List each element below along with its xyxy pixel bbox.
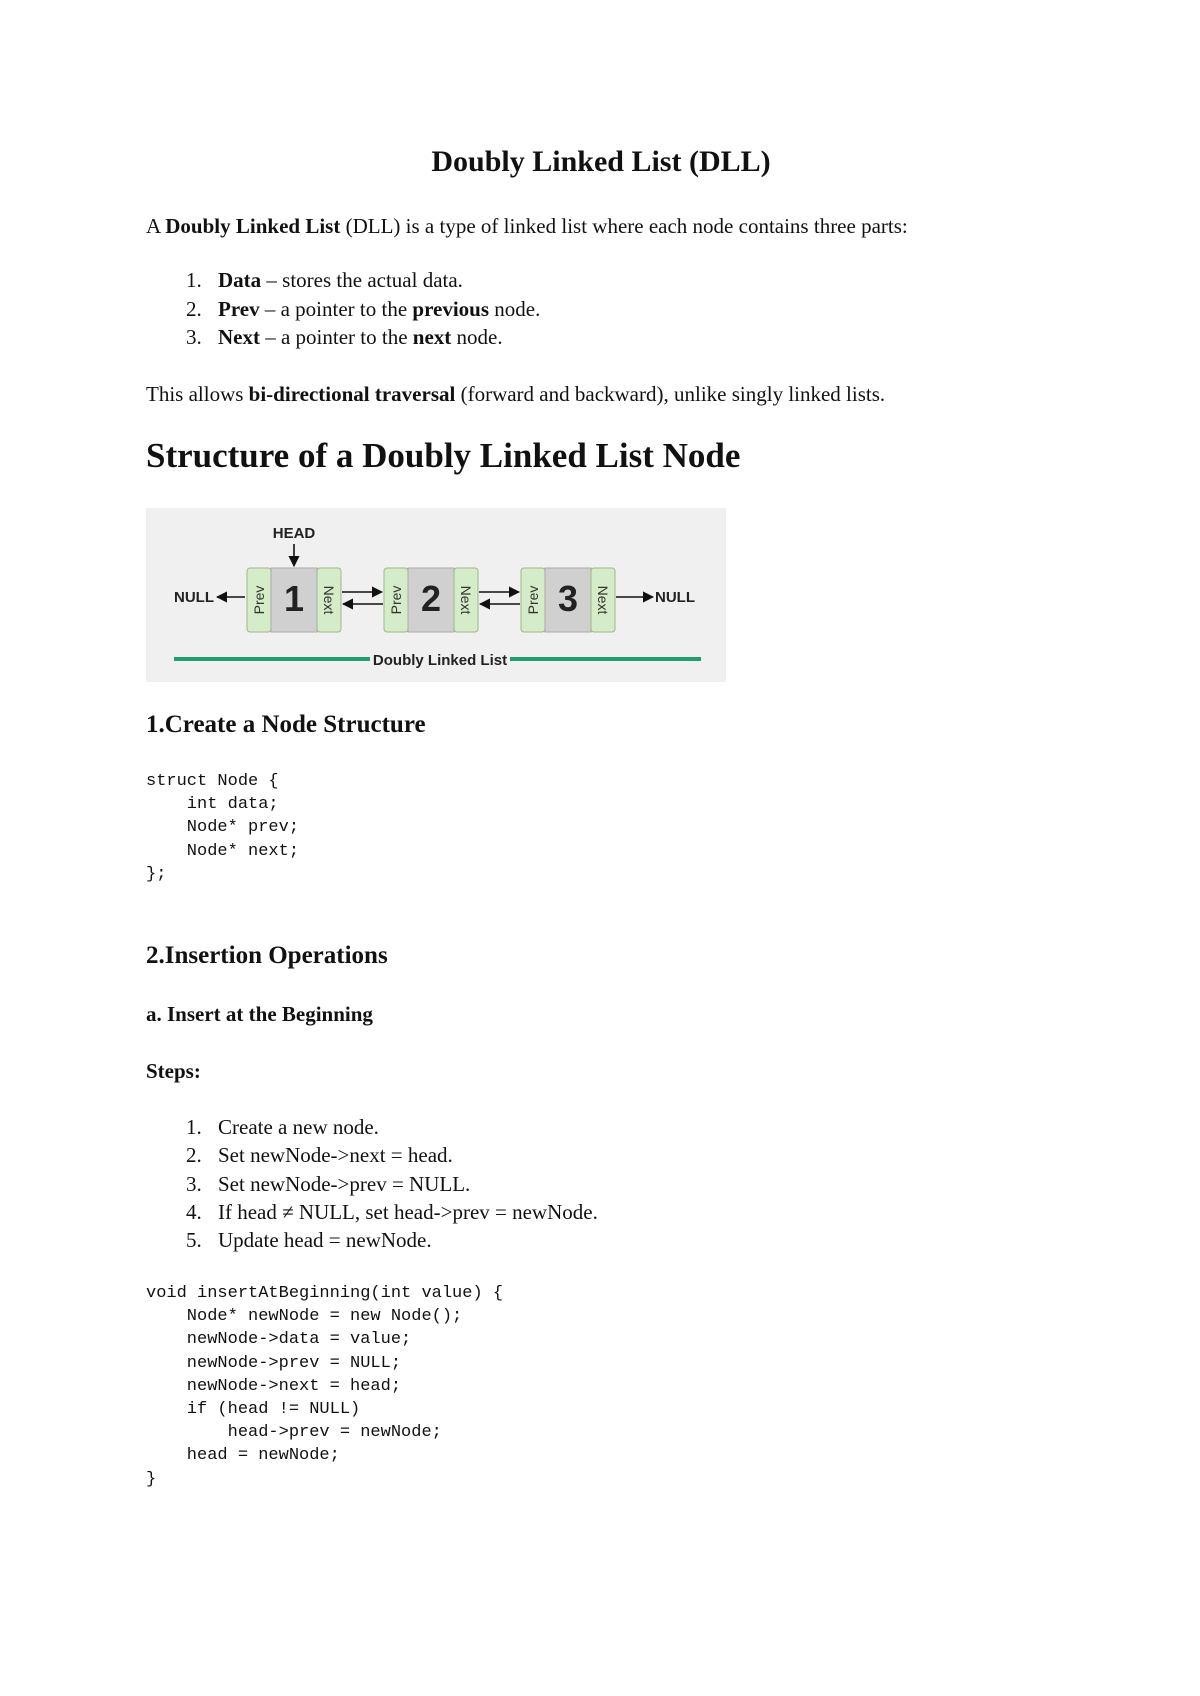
null-right-label: NULL	[655, 589, 695, 606]
step-text: Set newNode->prev = NULL.	[218, 1171, 471, 1196]
node-value: 2	[420, 578, 442, 619]
next-label: Next	[321, 585, 337, 615]
node-value: 3	[557, 578, 579, 619]
part-bold-word: next	[412, 325, 452, 349]
list-number: 4.	[186, 1199, 202, 1224]
list-number: 2.	[186, 1143, 202, 1168]
node-value: 1	[283, 578, 305, 619]
list-number: 2.	[186, 296, 202, 321]
traversal-text-1: This allows	[146, 382, 249, 406]
head-label: HEAD	[272, 525, 316, 542]
node-struct-code: struct Node { int data; Node* prev; Node* next; };	[146, 772, 300, 884]
steps-label: Steps:	[146, 1059, 201, 1083]
step-text: Create a new node.	[218, 1115, 379, 1139]
node-3	[521, 568, 615, 632]
part-description-end: node.	[489, 296, 541, 321]
list-number: 1.	[186, 1115, 202, 1139]
list-number: 1.	[186, 268, 202, 292]
insert-steps-list	[186, 1113, 598, 1254]
structure-heading: Structure of a Doubly Linked List Node	[146, 436, 741, 475]
dll-diagram-svg	[146, 508, 726, 682]
intro-text-1: A	[146, 214, 166, 238]
list-number: 3.	[186, 325, 202, 349]
null-left-label: NULL	[174, 589, 214, 606]
list-number: 5.	[186, 1228, 202, 1253]
list-item	[186, 1113, 598, 1141]
section1-heading: 1.Create a Node Structure	[146, 711, 426, 738]
intro-bold-term: Doubly Linked List	[165, 214, 341, 238]
list-item	[186, 266, 540, 295]
part-term: Prev	[218, 296, 260, 321]
insert-beginning-heading: a. Insert at the Beginning	[146, 1002, 373, 1026]
traversal-paragraph	[146, 382, 885, 407]
part-term: Data	[218, 268, 262, 292]
list-item	[186, 295, 540, 324]
part-description-end: node.	[451, 325, 503, 349]
dll-diagram	[146, 508, 726, 682]
next-label: Next	[458, 585, 474, 615]
intro-text-2: (DLL) is a type of linked list where each node contains three parts:	[340, 214, 908, 238]
diagram-caption: Doubly Linked List	[372, 652, 508, 669]
document-title: Doubly Linked List (DLL)	[431, 145, 771, 178]
part-term: Next	[218, 325, 260, 349]
list-number: 3.	[186, 1171, 202, 1196]
list-item	[186, 1170, 598, 1198]
traversal-text-2: (forward and backward), unlike singly linked lists.	[455, 382, 886, 406]
part-bold-word: previous	[412, 296, 490, 321]
list-item	[186, 1141, 598, 1169]
list-item	[186, 1226, 598, 1254]
part-description: – a pointer to the	[259, 296, 413, 321]
next-label: Next	[595, 585, 611, 615]
step-text: If head ≠ NULL, set head->prev = newNode.	[218, 1199, 598, 1224]
prev-label: Prev	[251, 585, 267, 615]
list-item	[186, 1198, 598, 1226]
intro-paragraph	[146, 214, 908, 239]
insert-beginning-code: void insertAtBeginning(int value) { Node* newNode = new Node(); newNode->data = value; newNode->prev = NULL; newNode->next = head; if (head != NULL) head->prev = newNode; head = newNode; }	[146, 1284, 504, 1489]
step-text: Set newNode->next = head.	[218, 1143, 453, 1168]
list-item	[186, 323, 540, 352]
step-text: Update head = newNode.	[218, 1228, 432, 1253]
node-2	[384, 568, 478, 632]
prev-label: Prev	[388, 585, 404, 615]
section2-heading: 2.Insertion Operations	[146, 942, 388, 969]
traversal-bold-term: bi-directional traversal	[248, 382, 456, 406]
prev-label: Prev	[525, 585, 541, 615]
part-description: – a pointer to the	[259, 325, 413, 349]
node-1	[247, 568, 341, 632]
part-description: – stores the actual data.	[261, 268, 463, 292]
node-parts-list	[186, 266, 540, 352]
